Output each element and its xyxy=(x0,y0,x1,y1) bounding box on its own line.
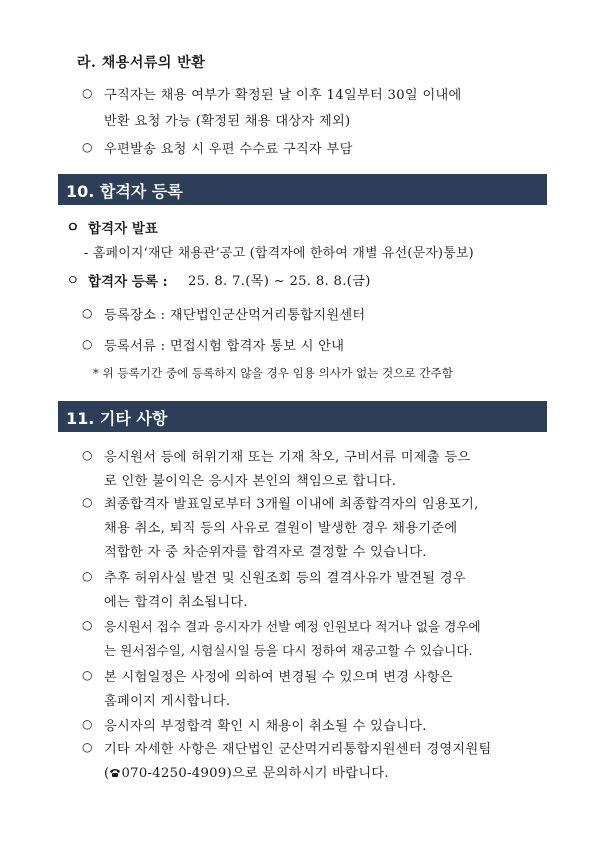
section-11-title: 11. 기타 사항 xyxy=(66,409,168,428)
bullet-circle: ○ xyxy=(82,140,93,154)
bullet-circle: ○ xyxy=(82,740,93,754)
section-11-header-bar xyxy=(58,401,547,432)
announce-title: 합격자 발표 xyxy=(88,221,158,237)
etc-item-6-line-1: 응시자의 부정합격 확인 시 채용이 취소될 수 있습니다. xyxy=(104,719,427,734)
ra-item-2-line-1: 우편발송 요청 시 우편 수수료 구직자 부담 xyxy=(104,142,353,157)
bullet-circle: ○ xyxy=(82,448,93,462)
bullet-circle: ○ xyxy=(82,618,93,632)
section-10-header-bar xyxy=(58,174,547,205)
bullet-circle: ○ xyxy=(82,668,93,682)
bullet-circle: ○ xyxy=(82,337,93,351)
telephone-icon xyxy=(109,767,121,777)
register-dates: 25. 8. 7.(목) ~ 25. 8. 8.(금) xyxy=(188,274,371,289)
contact-suffix: )으로 문의하시기 바랍니다. xyxy=(226,766,389,781)
bullet-circle: ○ xyxy=(82,86,93,100)
register-note: * 위 등록기간 중에 등록하지 않을 경우 임용 의사가 없는 것으로 간주함 xyxy=(93,366,453,380)
etc-item-2-line-3: 적합한 자 중 차순위자를 합격자로 결정할 수 있습니다. xyxy=(104,545,427,560)
etc-item-3-line-1: 추후 허위사실 발견 및 신원조회 등의 결격사유가 발견될 경우 xyxy=(104,571,466,586)
announce-detail: - 홈페이지‘재단 채용관’공고 (합격자에 한하여 개별 유선(문자)통보) xyxy=(84,246,474,261)
ra-item-1-line-2: 반환 요청 가능 (확정된 채용 대상자 제외) xyxy=(104,114,351,129)
bullet-circle: ○ xyxy=(82,717,93,731)
etc-item-2-line-1: 최종합격자 발표일로부터 3개월 이내에 최종합격자의 임용포기, xyxy=(104,497,479,512)
section-10-title: 10. 합격자 등록 xyxy=(66,182,183,201)
announce-bullet: ㅇ xyxy=(66,220,80,236)
section-ra-title: 라. 채용서류의 반환 xyxy=(77,55,206,71)
etc-item-1-line-1: 응시원서 등에 허위기재 또는 기재 착오, 구비서류 미제출 등으 xyxy=(104,450,471,465)
etc-item-7-line-1: 기타 자세한 사항은 재단법인 군산먹거리통합지원센터 경영지원팀 xyxy=(104,742,492,757)
register-documents: 등록서류 : 면접시험 합격자 통보 시 안내 xyxy=(104,339,345,354)
etc-item-1-line-2: 로 인한 불이익은 응시자 본인의 책임으로 합니다. xyxy=(104,474,397,489)
bullet-circle: ○ xyxy=(82,495,93,509)
etc-item-2-line-2: 채용 취소, 퇴직 등의 사유로 결원이 발생한 경우 채용기준에 xyxy=(104,521,458,536)
etc-item-3-line-2: 에는 합격이 취소됩니다. xyxy=(104,595,248,610)
etc-item-4-line-2: 는 원서접수일, 시험실시일 등을 다시 정하여 재공고할 수 있습니다. xyxy=(104,643,473,658)
register-bullet: ㅇ xyxy=(66,273,80,289)
contact-prefix: ( xyxy=(104,766,110,781)
ra-item-1-line-1: 구직자는 채용 여부가 확정된 날 이후 14일부터 30일 이내에 xyxy=(104,88,462,103)
contact-line xyxy=(104,762,389,781)
etc-item-4-line-1: 응시원서 접수 결과 응시자가 선발 예정 인원보다 적거나 없을 경우에 xyxy=(104,619,481,634)
bullet-circle: ○ xyxy=(82,306,93,320)
register-label: 합격자 등록 : xyxy=(88,274,168,290)
bullet-circle: ○ xyxy=(82,569,93,583)
etc-item-5-line-1: 본 시험일정은 사정에 의하여 변경될 수 있으며 변경 사항은 xyxy=(104,670,453,685)
etc-item-5-line-2: 홈페이지 게시합니다. xyxy=(104,694,231,709)
contact-phone: 070-4250-4909 xyxy=(121,766,227,781)
register-place: 등록장소 : 재단법인군산먹거리통합지원센터 xyxy=(104,308,366,323)
